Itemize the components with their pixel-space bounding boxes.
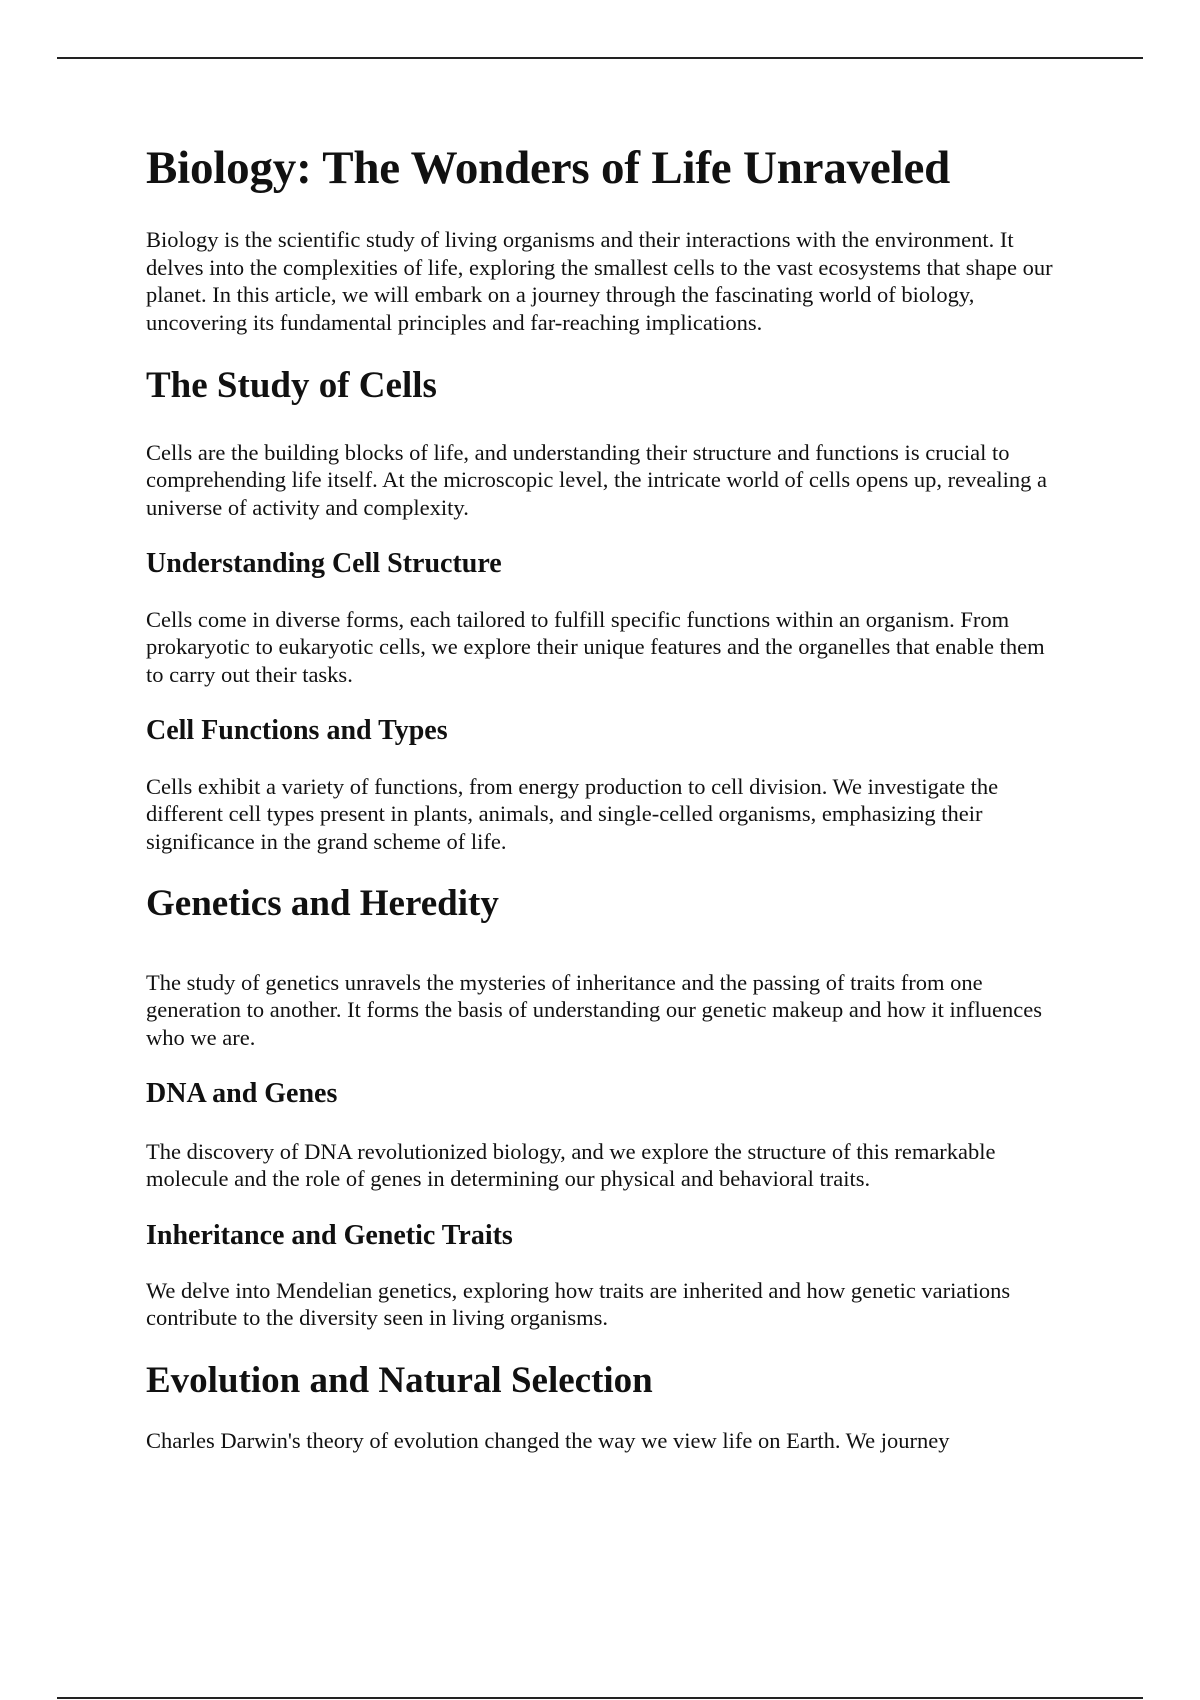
- section-heading-genetics: Genetics and Heredity: [146, 883, 499, 925]
- subsection-paragraph-cell-structure: Cells come in diverse forms, each tailored to fulfill specific functions within an organism. From prokaryotic to eukaryotic cells, we explore their unique features and the organelles that enable them to carry out their tasks.: [146, 606, 1045, 687]
- subsection-heading-cell-structure: Understanding Cell Structure: [146, 548, 502, 580]
- subsection-paragraph-dna-genes: The discovery of DNA revolutionized biology, and we explore the structure of this remarkable molecule and the role of genes in determining our physical and behavioral traits.: [146, 1138, 996, 1192]
- subsection-heading-cell-functions: Cell Functions and Types: [146, 715, 448, 747]
- page-title: Biology: The Wonders of Life Unraveled: [146, 142, 951, 194]
- section-paragraph-evolution: Charles Darwin's theory of evolution changed the way we view life on Earth. We journey: [146, 1427, 950, 1453]
- subsection-paragraph-cell-functions: Cells exhibit a variety of functions, from energy production to cell division. We investigate the different cell types present in plants, animals, and single-celled organisms, emphasizing their significance in the grand scheme of life.: [146, 773, 999, 854]
- subsection-paragraph-inheritance: We delve into Mendelian genetics, exploring how traits are inherited and how genetic variations contribute to the diversity seen in living organisms.: [146, 1277, 1011, 1331]
- section-heading-cells: The Study of Cells: [146, 365, 437, 407]
- subsection-heading-dna-genes: DNA and Genes: [146, 1078, 338, 1110]
- intro-paragraph: Biology is the scientific study of living organisms and their interactions with the environment. It delves into the complexities of life, exploring the smallest cells to the vast ecosystems that shape our planet. In this article, we will embark on a journey through the fascinating world of biology, uncovering its fundamental principles and far-reaching implications.: [146, 227, 1053, 335]
- top-rule: [57, 57, 1143, 59]
- section-heading-evolution: Evolution and Natural Selection: [146, 1359, 653, 1401]
- section-paragraph-genetics: The study of genetics unravels the mysteries of inheritance and the passing of traits from one generation to another. It forms the basis of understanding our genetic makeup and how it influences who we are.: [146, 969, 1043, 1050]
- article: [146, 140, 1066, 1454]
- bottom-rule: [57, 1697, 1143, 1699]
- subsection-heading-inheritance: Inheritance and Genetic Traits: [146, 1219, 513, 1251]
- section-paragraph-cells: Cells are the building blocks of life, and understanding their structure and functions is crucial to comprehending life itself. At the microscopic level, the intricate world of cells opens up, revealing a universe of activity and complexity.: [146, 439, 1047, 520]
